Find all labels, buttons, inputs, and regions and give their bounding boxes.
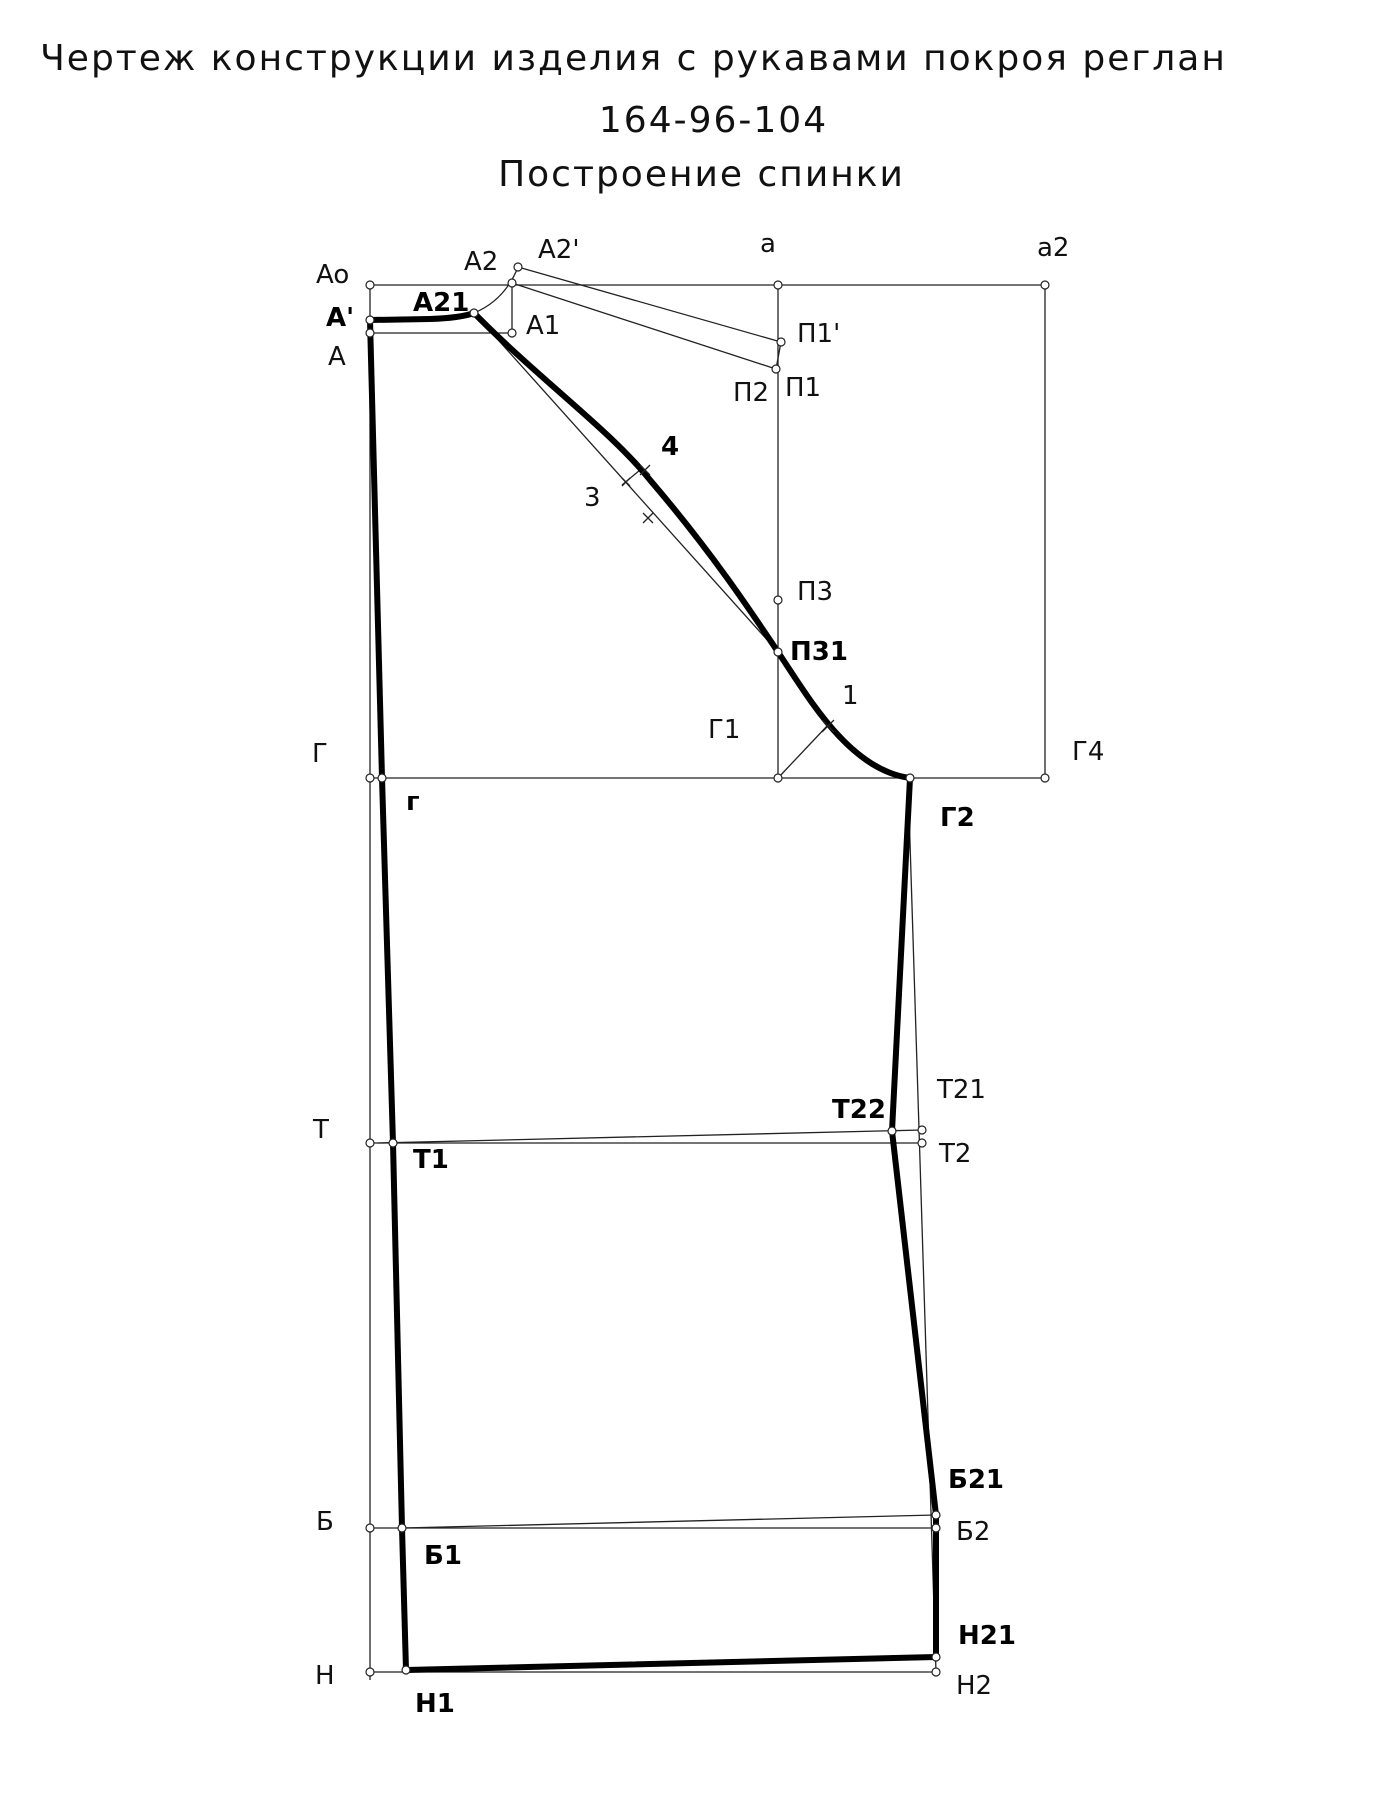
- label-B2: Б2: [956, 1517, 991, 1547]
- side-line-thin: [908, 778, 936, 1672]
- label-H2: Н2: [956, 1671, 993, 1701]
- label-P2: П2: [733, 378, 770, 408]
- label-P1-prime: П1': [797, 319, 841, 349]
- label-T2: Т2: [939, 1139, 972, 1169]
- label-P3: П3: [797, 577, 834, 607]
- diag-g1-1: [778, 725, 828, 778]
- hip-raised: [402, 1515, 936, 1528]
- label-B1: Б1: [424, 1541, 462, 1571]
- label-g: г: [406, 787, 420, 817]
- label-G4: Г4: [1072, 737, 1105, 767]
- label-T: Т: [313, 1115, 329, 1145]
- label-A: A: [328, 342, 346, 372]
- label-P1: П1: [785, 373, 822, 403]
- label-G2: Г2: [940, 803, 975, 833]
- label-G1: Г1: [708, 715, 741, 745]
- label-H1: Н1: [415, 1689, 455, 1719]
- label-a2: a2: [1037, 233, 1070, 263]
- construction-points: [366, 263, 1049, 1676]
- label-B21: Б21: [948, 1465, 1004, 1495]
- label-T1: Т1: [413, 1145, 449, 1175]
- label-P31: П31: [790, 637, 848, 667]
- drawing-title: Чертеж конструкции изделия с рукавами покроя реглан: [40, 38, 1227, 79]
- label-A-prime: A': [326, 303, 355, 333]
- label-T21: Т21: [937, 1075, 986, 1105]
- label-a: a: [760, 229, 776, 259]
- label-H21: Н21: [958, 1621, 1016, 1651]
- label-Ao: Ao: [316, 260, 350, 290]
- waist-raised: [378, 1130, 922, 1143]
- back-outline: [370, 313, 936, 1670]
- label-T22: Т22: [832, 1095, 886, 1125]
- label-A21: A21: [413, 288, 470, 318]
- label-A1: A1: [526, 311, 561, 341]
- label-G: Г: [312, 739, 328, 769]
- label-H: Н: [315, 1661, 335, 1691]
- label-A2: A2: [464, 247, 499, 277]
- drawing-subtitle: Построение спинки: [498, 154, 905, 195]
- size-label: 164-96-104: [598, 100, 829, 141]
- label-B: Б: [316, 1507, 334, 1537]
- construction-lines: [370, 267, 1045, 1680]
- label-1: 1: [842, 681, 859, 711]
- label-3: 3: [584, 483, 601, 513]
- label-A2-prime: A2': [538, 235, 580, 265]
- label-4: 4: [661, 432, 680, 462]
